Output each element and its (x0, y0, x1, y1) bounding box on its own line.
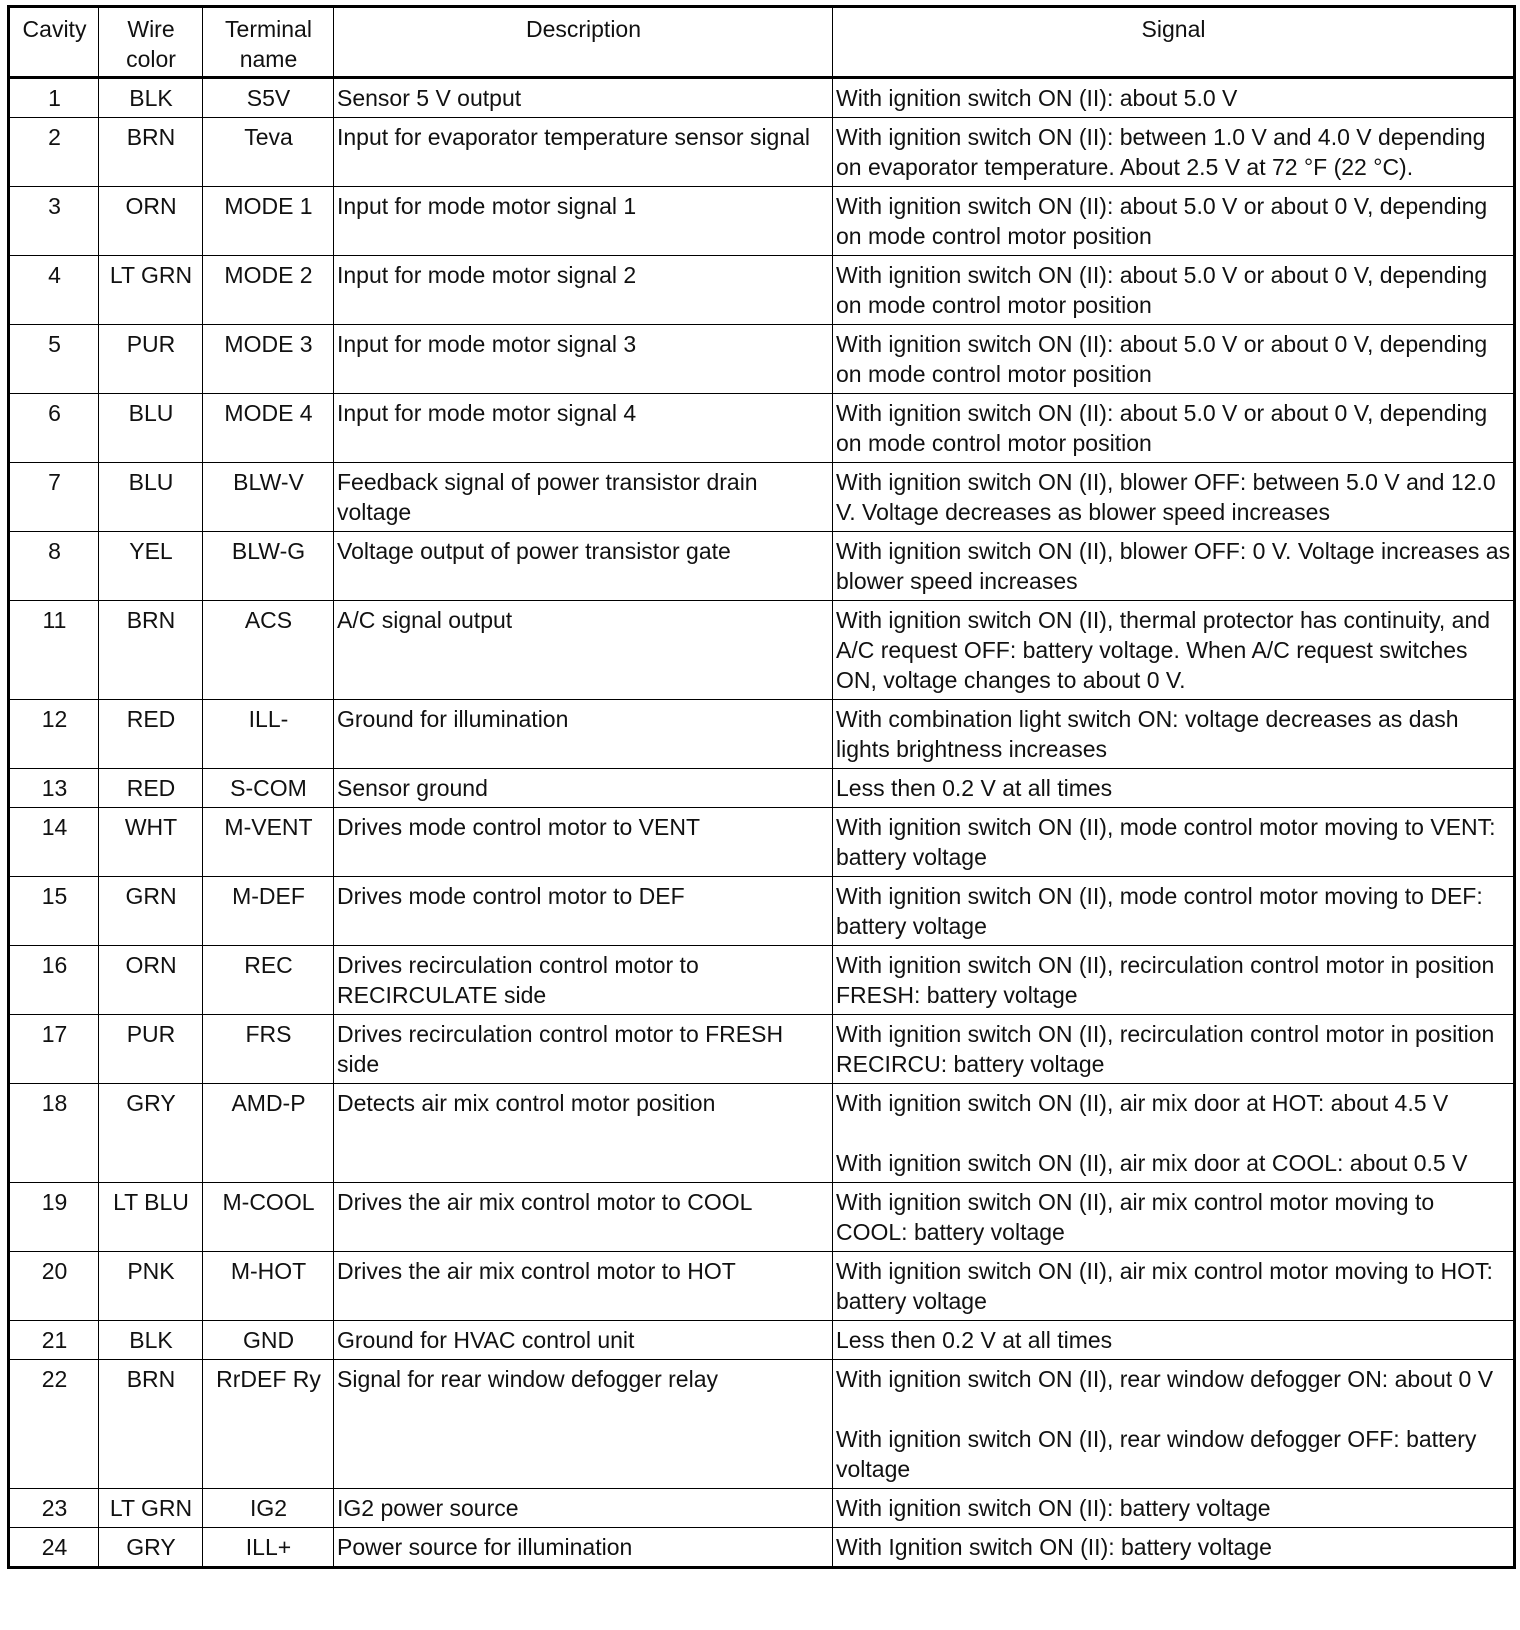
table-row (9, 601, 1515, 700)
header-signal: Signal (833, 7, 1515, 78)
cell-cavity: 2 (9, 118, 99, 187)
cell-wire-color: BRN (99, 118, 203, 187)
cell-signal: Less then 0.2 V at all times (833, 1321, 1515, 1360)
table-row (9, 877, 1515, 946)
cell-cavity: 21 (9, 1321, 99, 1360)
cell-terminal-name: BLW-V (203, 463, 334, 532)
cell-wire-color: GRN (99, 877, 203, 946)
cell-terminal-name: IG2 (203, 1489, 334, 1528)
cell-signal: With ignition switch ON (II): about 5.0 V or about 0 V, depending on mode control motor position (833, 325, 1515, 394)
cell-description: Input for mode motor signal 3 (334, 325, 833, 394)
table-header-row (9, 7, 1515, 78)
table-row (9, 187, 1515, 256)
cell-description: IG2 power source (334, 1489, 833, 1528)
cell-description: Input for mode motor signal 2 (334, 256, 833, 325)
cell-terminal-name: ILL- (203, 700, 334, 769)
cell-cavity: 17 (9, 1015, 99, 1084)
cell-terminal-name: MODE 2 (203, 256, 334, 325)
cell-description: Drives recirculation control motor to FRESH side (334, 1015, 833, 1084)
cell-description: Feedback signal of power transistor drain voltage (334, 463, 833, 532)
cell-signal: With ignition switch ON (II), air mix control motor moving to COOL: battery voltage (833, 1183, 1515, 1252)
table-row (9, 1015, 1515, 1084)
cell-signal: With ignition switch ON (II): battery voltage (833, 1489, 1515, 1528)
table-row (9, 1360, 1515, 1489)
cell-signal: With ignition switch ON (II), air mix door at HOT: about 4.5 V With ignition switch ON (II), air mix door at COOL: about 0.5 V (833, 1084, 1515, 1183)
cell-cavity: 20 (9, 1252, 99, 1321)
cell-signal: With ignition switch ON (II): about 5.0 V or about 0 V, depending on mode control motor position (833, 256, 1515, 325)
cell-signal: With ignition switch ON (II), blower OFF: 0 V. Voltage increases as blower speed increases (833, 532, 1515, 601)
cell-wire-color: ORN (99, 946, 203, 1015)
cell-description: Detects air mix control motor position (334, 1084, 833, 1183)
cell-signal: With ignition switch ON (II): about 5.0 V or about 0 V, depending on mode control motor position (833, 187, 1515, 256)
cell-terminal-name: FRS (203, 1015, 334, 1084)
table-row (9, 700, 1515, 769)
cell-description: Drives mode control motor to VENT (334, 808, 833, 877)
cell-wire-color: LT GRN (99, 1489, 203, 1528)
cell-description: Drives recirculation control motor to RECIRCULATE side (334, 946, 833, 1015)
header-terminal-name: Terminal name (203, 7, 334, 78)
cell-terminal-name: MODE 4 (203, 394, 334, 463)
cell-cavity: 24 (9, 1528, 99, 1568)
cell-signal: With ignition switch ON (II): about 5.0 V or about 0 V, depending on mode control motor position (833, 394, 1515, 463)
cell-wire-color: BRN (99, 601, 203, 700)
cell-cavity: 16 (9, 946, 99, 1015)
cell-cavity: 3 (9, 187, 99, 256)
cell-cavity: 19 (9, 1183, 99, 1252)
cell-wire-color: WHT (99, 808, 203, 877)
cell-terminal-name: S5V (203, 78, 334, 118)
cell-wire-color: PUR (99, 1015, 203, 1084)
cell-description: Ground for HVAC control unit (334, 1321, 833, 1360)
table-row (9, 1183, 1515, 1252)
header-wire-color: Wire color (99, 7, 203, 78)
cell-description: Drives the air mix control motor to HOT (334, 1252, 833, 1321)
cell-terminal-name: MODE 3 (203, 325, 334, 394)
cell-wire-color: PUR (99, 325, 203, 394)
cell-cavity: 6 (9, 394, 99, 463)
cell-cavity: 15 (9, 877, 99, 946)
cell-wire-color: BLK (99, 1321, 203, 1360)
terminal-table-wrapper (7, 5, 1513, 1569)
table-row (9, 769, 1515, 808)
cell-wire-color: LT GRN (99, 256, 203, 325)
cell-cavity: 14 (9, 808, 99, 877)
table-row (9, 946, 1515, 1015)
cell-signal: With ignition switch ON (II), mode control motor moving to VENT: battery voltage (833, 808, 1515, 877)
cell-description: A/C signal output (334, 601, 833, 700)
cell-terminal-name: AMD-P (203, 1084, 334, 1183)
cell-terminal-name: M-HOT (203, 1252, 334, 1321)
cell-wire-color: YEL (99, 532, 203, 601)
table-row (9, 78, 1515, 118)
cell-description: Ground for illumination (334, 700, 833, 769)
cell-terminal-name: M-COOL (203, 1183, 334, 1252)
table-row (9, 1489, 1515, 1528)
table-row (9, 1528, 1515, 1568)
cell-wire-color: RED (99, 769, 203, 808)
cell-signal: With ignition switch ON (II), thermal protector has continuity, and A/C request OFF: battery voltage. When A/C request switches ON, voltage changes to about 0 V. (833, 601, 1515, 700)
cell-wire-color: GRY (99, 1084, 203, 1183)
cell-signal: With ignition switch ON (II): between 1.0 V and 4.0 V depending on evaporator temperature. About 2.5 V at 72 °F (22 °C). (833, 118, 1515, 187)
cell-terminal-name: GND (203, 1321, 334, 1360)
table-row (9, 394, 1515, 463)
cell-terminal-name: MODE 1 (203, 187, 334, 256)
cell-signal: With ignition switch ON (II), rear window defogger ON: about 0 V With ignition switch ON (II), rear window defogger OFF: battery voltage (833, 1360, 1515, 1489)
cell-cavity: 13 (9, 769, 99, 808)
table-row (9, 532, 1515, 601)
header-cavity: Cavity (9, 7, 99, 78)
cell-wire-color: GRY (99, 1528, 203, 1568)
cell-description: Power source for illumination (334, 1528, 833, 1568)
cell-terminal-name: M-DEF (203, 877, 334, 946)
cell-cavity: 22 (9, 1360, 99, 1489)
cell-description: Sensor ground (334, 769, 833, 808)
cell-wire-color: ORN (99, 187, 203, 256)
cell-cavity: 8 (9, 532, 99, 601)
cell-signal: Less then 0.2 V at all times (833, 769, 1515, 808)
cell-cavity: 4 (9, 256, 99, 325)
cell-description: Drives the air mix control motor to COOL (334, 1183, 833, 1252)
cell-signal: With Ignition switch ON (II): battery voltage (833, 1528, 1515, 1568)
cell-signal: With ignition switch ON (II), recirculation control motor in position FRESH: battery voltage (833, 946, 1515, 1015)
table-row (9, 1321, 1515, 1360)
cell-cavity: 23 (9, 1489, 99, 1528)
cell-terminal-name: M-VENT (203, 808, 334, 877)
cell-signal: With ignition switch ON (II), recirculation control motor in position RECIRCU: battery voltage (833, 1015, 1515, 1084)
cell-description: Signal for rear window defogger relay (334, 1360, 833, 1489)
table-row (9, 325, 1515, 394)
cell-wire-color: BRN (99, 1360, 203, 1489)
table-body (9, 78, 1515, 1568)
cell-cavity: 12 (9, 700, 99, 769)
cell-terminal-name: RrDEF Ry (203, 1360, 334, 1489)
cell-signal: With combination light switch ON: voltage decreases as dash lights brightness increases (833, 700, 1515, 769)
cell-cavity: 11 (9, 601, 99, 700)
cell-signal: With ignition switch ON (II), mode control motor moving to DEF: battery voltage (833, 877, 1515, 946)
cell-wire-color: RED (99, 700, 203, 769)
table-row (9, 256, 1515, 325)
cell-description: Voltage output of power transistor gate (334, 532, 833, 601)
cell-description: Input for mode motor signal 1 (334, 187, 833, 256)
cell-wire-color: PNK (99, 1252, 203, 1321)
cell-terminal-name: ILL+ (203, 1528, 334, 1568)
table-row (9, 1252, 1515, 1321)
table-row (9, 463, 1515, 532)
cell-cavity: 18 (9, 1084, 99, 1183)
cell-cavity: 5 (9, 325, 99, 394)
cell-description: Input for evaporator temperature sensor signal (334, 118, 833, 187)
cell-terminal-name: S-COM (203, 769, 334, 808)
table-row (9, 808, 1515, 877)
cell-wire-color: BLU (99, 394, 203, 463)
terminal-table (7, 5, 1516, 1569)
cell-wire-color: BLU (99, 463, 203, 532)
cell-cavity: 7 (9, 463, 99, 532)
cell-description: Sensor 5 V output (334, 78, 833, 118)
cell-signal: With ignition switch ON (II), blower OFF: between 5.0 V and 12.0 V. Voltage decreases as blower speed increases (833, 463, 1515, 532)
header-description: Description (334, 7, 833, 78)
cell-signal: With ignition switch ON (II), air mix control motor moving to HOT: battery voltage (833, 1252, 1515, 1321)
cell-signal: With ignition switch ON (II): about 5.0 V (833, 78, 1515, 118)
cell-description: Input for mode motor signal 4 (334, 394, 833, 463)
cell-cavity: 1 (9, 78, 99, 118)
table-row (9, 1084, 1515, 1183)
cell-description: Drives mode control motor to DEF (334, 877, 833, 946)
cell-terminal-name: ACS (203, 601, 334, 700)
cell-terminal-name: REC (203, 946, 334, 1015)
cell-wire-color: LT BLU (99, 1183, 203, 1252)
cell-wire-color: BLK (99, 78, 203, 118)
table-row (9, 118, 1515, 187)
cell-terminal-name: BLW-G (203, 532, 334, 601)
cell-terminal-name: Teva (203, 118, 334, 187)
